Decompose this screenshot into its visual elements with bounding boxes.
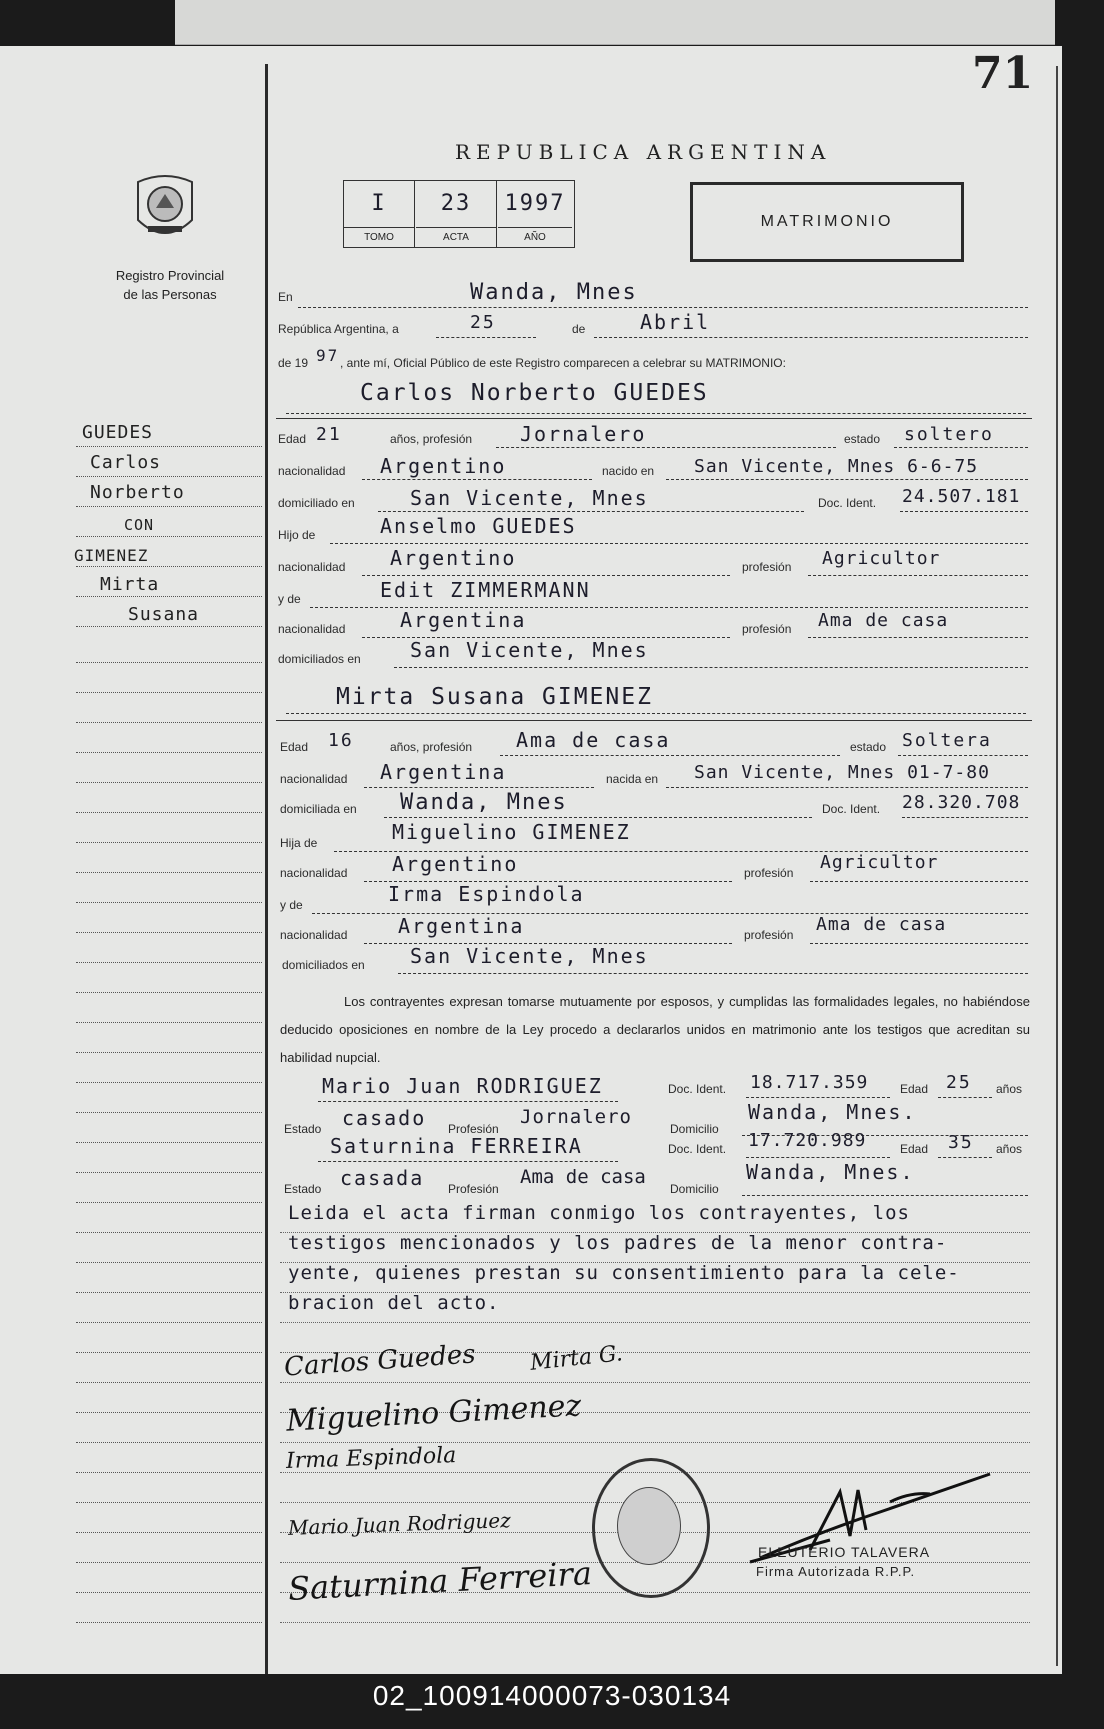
republica-label: República Argentina, a bbox=[278, 322, 399, 336]
bride-estado-label: estado bbox=[850, 740, 887, 754]
bride-mother-profession: Ama de casa bbox=[816, 914, 947, 935]
bride-father-nac-label: nacionalidad bbox=[280, 866, 348, 880]
signature-witness1: Mario Juan Rodriguez bbox=[287, 1508, 512, 1540]
closing-line1: Leida el acta firman conmigo los contrayentes, los bbox=[288, 1202, 910, 1224]
bride-birthplace: San Vicente, Mnes 01-7-80 bbox=[694, 762, 990, 783]
groom-parents-dom-label: domiciliados en bbox=[278, 652, 361, 666]
closing-line3: yente, quienes prestan su consentimiento para la cele- bbox=[288, 1262, 960, 1284]
underlying-page bbox=[175, 0, 1055, 45]
bride-anos-label: años, profesión bbox=[390, 740, 473, 754]
groom-mother-nationality: Argentina bbox=[400, 608, 527, 632]
bride-mother-nationality: Argentina bbox=[398, 914, 525, 938]
witness2-doc-label: Doc. Ident. bbox=[668, 1142, 727, 1156]
ano-label: AÑO bbox=[498, 227, 572, 248]
en-label: En bbox=[278, 290, 293, 304]
witness2-age: 35 bbox=[948, 1132, 974, 1153]
bride-mother-nac-label: nacionalidad bbox=[280, 928, 348, 942]
groom-born-label: nacido en bbox=[602, 464, 655, 478]
bride-profession: Ama de casa bbox=[516, 728, 671, 752]
acta-value: 23 bbox=[416, 181, 497, 227]
witness1-domicile: Wanda, Mnes. bbox=[748, 1100, 917, 1124]
bride-nationality: Argentina bbox=[380, 760, 507, 784]
groom-doc-number: 24.507.181 bbox=[902, 486, 1021, 507]
margin-surname-bride: GIMENEZ bbox=[74, 546, 149, 565]
closing-line2: testigos mencionados y los padres de la menor contra- bbox=[288, 1232, 948, 1254]
groom-yde-label: y de bbox=[278, 592, 301, 606]
marriage-day: 25 bbox=[470, 312, 496, 333]
page-edge bbox=[1056, 66, 1058, 1666]
office-name-line1: Registro Provincial bbox=[115, 268, 225, 283]
bride-yde-label: y de bbox=[280, 898, 303, 912]
groom-father: Anselmo GUEDES bbox=[380, 514, 577, 538]
bride-mother-prof-label: profesión bbox=[744, 928, 794, 942]
groom-mother-profession: Ama de casa bbox=[818, 610, 949, 631]
groom-parents-domicile: San Vicente, Mnes bbox=[410, 638, 649, 662]
witness2-anos-label: años bbox=[996, 1142, 1023, 1156]
witness2-edad-label: Edad bbox=[900, 1142, 929, 1156]
witness2-dom-label: Domicilio bbox=[670, 1182, 719, 1196]
ano-value: 1997 bbox=[504, 191, 566, 216]
marriage-year: 97 bbox=[316, 346, 340, 365]
witness1-age: 25 bbox=[946, 1072, 972, 1093]
signature-groom: Carlos Guedes bbox=[283, 1339, 477, 1383]
bride-name: Mirta Susana GIMENEZ bbox=[336, 684, 653, 710]
groom-birthplace: San Vicente, Mnes 6-6-75 bbox=[694, 456, 979, 477]
bride-father-profession: Agricultor bbox=[820, 852, 939, 873]
witness2-profession: Ama de casa bbox=[520, 1166, 646, 1188]
office-name-line2: de las Personas bbox=[123, 287, 217, 302]
witness1-prof-label: Profesión bbox=[448, 1122, 499, 1136]
witness2-doc: 17.720.989 bbox=[748, 1130, 867, 1151]
groom-hijo-label: Hijo de bbox=[278, 528, 316, 542]
groom-nationality: Argentino bbox=[380, 454, 507, 478]
witness2-domicile: Wanda, Mnes. bbox=[746, 1160, 915, 1184]
margin-middlename-groom: Norberto bbox=[90, 482, 185, 503]
bride-father: Miguelino GIMENEZ bbox=[392, 820, 631, 844]
witness1-doc: 18.717.359 bbox=[750, 1072, 869, 1093]
witness2-prof-label: Profesión bbox=[448, 1182, 499, 1196]
official-title: Firma Autorizada R.P.P. bbox=[756, 1564, 916, 1579]
registry-box bbox=[343, 180, 575, 248]
bride-nac-label: nacionalidad bbox=[280, 772, 348, 786]
groom-estado-label: estado bbox=[844, 432, 881, 446]
bride-parents-domicile: San Vicente, Mnes bbox=[410, 944, 649, 968]
groom-nac-label: nacionalidad bbox=[278, 464, 346, 478]
groom-age: 21 bbox=[316, 424, 342, 445]
bride-doc-number: 28.320.708 bbox=[902, 792, 1021, 813]
marriage-place: Wanda, Mnes bbox=[470, 280, 638, 305]
bride-estado: Soltera bbox=[902, 730, 992, 751]
margin-middlename-bride: Susana bbox=[128, 604, 200, 625]
page-title: REPUBLICA ARGENTINA bbox=[455, 140, 832, 164]
document-type-box: MATRIMONIO bbox=[690, 182, 964, 262]
bride-parents-dom-label: domiciliados en bbox=[282, 958, 365, 972]
bride-age: 16 bbox=[328, 730, 354, 751]
groom-mother: Edit ZIMMERMANN bbox=[380, 578, 591, 602]
witness2-name: Saturnina FERREIRA bbox=[330, 1134, 583, 1158]
witness1-dom-label: Domicilio bbox=[670, 1122, 719, 1136]
groom-name: Carlos Norberto GUEDES bbox=[360, 380, 709, 406]
bride-doc-label: Doc. Ident. bbox=[822, 802, 881, 816]
acta-label: ACTA bbox=[416, 227, 497, 248]
margin-conjunction: CON bbox=[124, 516, 155, 534]
page-number: 71 bbox=[972, 48, 1034, 99]
bride-father-nationality: Argentino bbox=[392, 852, 519, 876]
groom-domicile: San Vicente, Mnes bbox=[410, 486, 649, 510]
groom-edad-label: Edad bbox=[278, 432, 307, 446]
declaration-text: Los contrayentes expresan tomarse mutuamente por esposos, y cumplidas las formalidades legales, no habiéndose deducido oposiciones en nombre de la Ley procedo a declararlos unidos en matrimonio ante los testigos que acreditan su habilidad nupcial. bbox=[280, 994, 1030, 1065]
groom-mother-prof-label: profesión bbox=[742, 622, 792, 636]
witness1-anos-label: años bbox=[996, 1082, 1023, 1096]
witness1-name: Mario Juan RODRIGUEZ bbox=[322, 1074, 603, 1098]
witness1-doc-label: Doc. Ident. bbox=[668, 1082, 727, 1096]
official-name: ELEUTERIO TALAVERA bbox=[758, 1544, 931, 1560]
groom-father-prof-label: profesión bbox=[742, 560, 792, 574]
signature-bride: Mirta G. bbox=[528, 1341, 624, 1376]
bride-dom-label: domiciliada en bbox=[280, 802, 357, 816]
year-prefix: de 19 bbox=[278, 356, 309, 370]
witness1-estado: casado bbox=[342, 1106, 427, 1130]
groom-father-nac-label: nacionalidad bbox=[278, 560, 346, 574]
groom-father-profession: Agricultor bbox=[822, 548, 941, 569]
groom-profession: Jornalero bbox=[520, 422, 647, 446]
groom-dom-label: domiciliado en bbox=[278, 496, 355, 510]
bride-father-prof-label: profesión bbox=[744, 866, 794, 880]
signature-bride-father: Miguelino Gimenez bbox=[285, 1388, 583, 1439]
tomo-value: I bbox=[344, 181, 415, 227]
bride-edad-label: Edad bbox=[280, 740, 309, 754]
groom-doc-label: Doc. Ident. bbox=[818, 496, 877, 510]
witness2-estado-label: Estado bbox=[284, 1182, 322, 1196]
closing-line4: bracion del acto. bbox=[288, 1292, 500, 1314]
image-identifier: 02_100914000073-030134 bbox=[372, 1680, 732, 1711]
witness1-estado-label: Estado bbox=[284, 1122, 322, 1136]
seal-center-icon bbox=[617, 1487, 681, 1565]
tomo-label: TOMO bbox=[344, 227, 415, 248]
provincial-crest-icon bbox=[128, 168, 202, 248]
witness2-estado: casada bbox=[340, 1166, 425, 1190]
de-label: de bbox=[572, 322, 586, 336]
intro-sentence: , ante mí, Oficial Público de este Registro comparecen a celebrar su MATRIMONIO: bbox=[340, 356, 786, 370]
witness1-profession: Jornalero bbox=[520, 1106, 632, 1128]
margin-divider bbox=[265, 64, 268, 1674]
margin-firstname-bride: Mirta bbox=[100, 574, 160, 595]
margin-firstname-groom: Carlos bbox=[90, 452, 162, 473]
official-seal bbox=[592, 1458, 710, 1598]
groom-mother-nac-label: nacionalidad bbox=[278, 622, 346, 636]
groom-estado: soltero bbox=[904, 424, 994, 445]
margin-surname-groom: GUEDES bbox=[82, 422, 154, 443]
witness1-edad-label: Edad bbox=[900, 1082, 929, 1096]
bride-hija-label: Hija de bbox=[280, 836, 318, 850]
groom-father-nationality: Argentino bbox=[390, 546, 517, 570]
bride-born-label: nacida en bbox=[606, 772, 659, 786]
marriage-month: Abril bbox=[640, 310, 711, 334]
office-name bbox=[60, 266, 280, 304]
signature-witness2: Saturnina Ferreira bbox=[287, 1554, 593, 1608]
bride-domicile: Wanda, Mnes bbox=[400, 790, 568, 815]
groom-anos-label: años, profesión bbox=[390, 432, 473, 446]
bride-mother: Irma Espindola bbox=[388, 882, 585, 906]
signature-bride-mother: Irma Espindola bbox=[285, 1443, 457, 1474]
